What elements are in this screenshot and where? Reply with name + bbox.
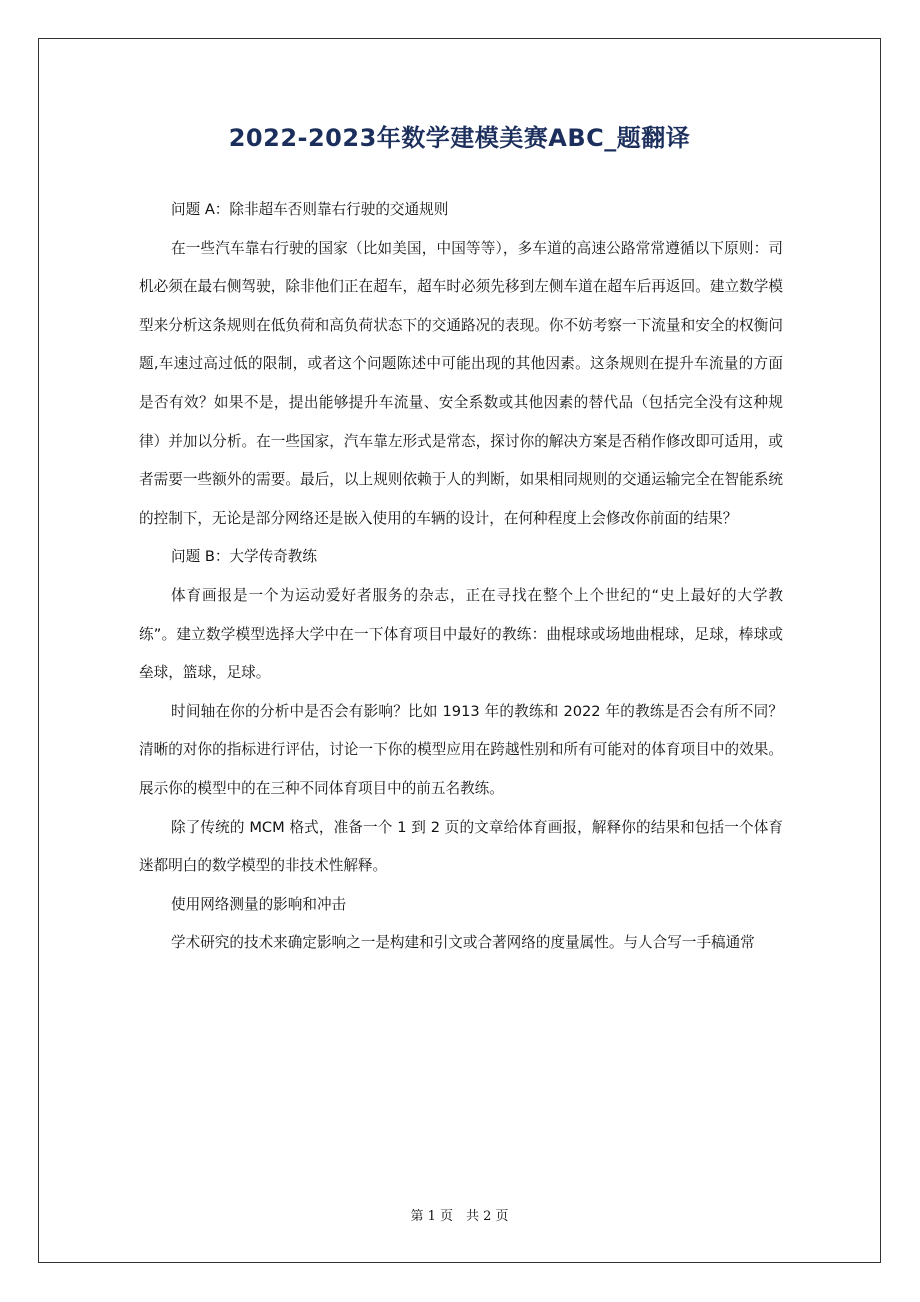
document-body [139,191,783,963]
document-title: 2022-2023年数学建模美赛ABC_题翻译 [228,124,691,152]
paragraph-problem-c-heading: 使用网络测量的影响和冲击 [171,895,347,913]
paragraph-problem-b-body-3: 除了传统的 MCM 格式，准备一个 1 到 2 页的文章给体育画报，解释你的结果和包括一个体育迷都明白的数学模型的非技术性解释。 [139,818,783,875]
paragraph-problem-b-body-1: 体育画报是一个为运动爱好者服务的杂志，正在寻找在整个上个世纪的“史上最好的大学教练”。建立数学模型选择大学中在一下体育项目中最好的教练：曲棍球或场地曲棍球，足球，棒球或垒球，篮球，足球。 [139,586,783,682]
paragraph-problem-c-body: 学术研究的技术来确定影响之一是构建和引文或合著网络的度量属性。与人合写一手稿通常 [171,934,755,952]
paragraph-problem-a-body: 在一些汽车靠右行驶的国家（比如美国，中国等等），多车道的高速公路常常遵循以下原则：司机必须在最右侧驾驶，除非他们正在超车，超车时必须先移到左侧车道在超车后再返回。建立数学模型来分析这条规则在低负荷和高负荷状态下的交通路况的表现。你不妨考察一下流量和安全的权衡问题,车速过高过低的限制，或者这个问题陈述中可能出现的其他因素。这条规则在提升车流量的方面是否有效？如果不是，提出能够提升车流量、安全系数或其他因素的替代品（包括完全没有这种规律）并加以分析。在一些国家，汽车靠左形式是常态，探讨你的解决方案是否稍作修改即可适用，或者需要一些额外的需要。最后，以上规则依赖于人的判断，如果相同规则的交通运输完全在智能系统的控制下，无论是部分网络还是嵌入使用的车辆的设计，在何种程度上会修改你前面的结果？ [139,239,783,527]
page-footer: 第 1 页 共 2 页 [410,1209,509,1224]
paragraph-problem-b-heading: 问题 B：大学传奇教练 [171,548,317,566]
paragraph-problem-a-heading: 问题 A：除非超车否则靠右行驶的交通规则 [171,201,449,218]
paragraph-problem-b-body-2: 时间轴在你的分析中是否会有影响？比如 1913 年的教练和 2022 年的教练是否会有所不同？清晰的对你的指标进行评估，讨论一下你的模型应用在跨越性别和所有可能对的体育项目中的效果。展示你的模型中的在三种不同体育项目中的前五名教练。 [139,702,783,797]
